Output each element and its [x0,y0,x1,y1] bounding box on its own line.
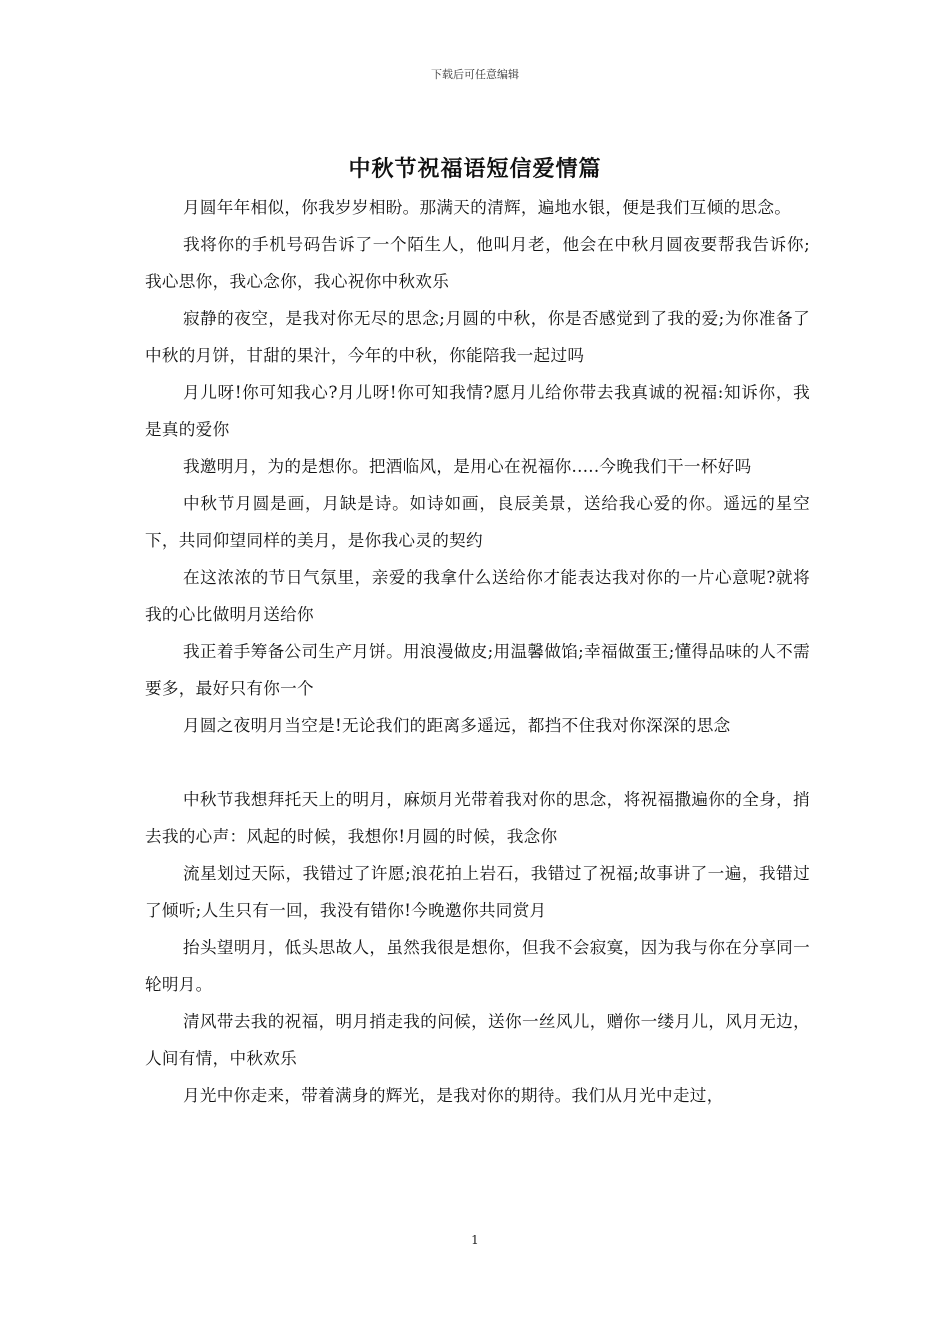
paragraph-14: 月光中你走来，带着满身的辉光，是我对你的期待。我们从月光中走过， [183,1086,724,1105]
paragraph-3: 寂静的夜空，是我对你无尽的思念;月圆的中秋，你是否感觉到了我的爱;为你准备了中秋的月饼，甘甜的果汁，今年的中秋，你能陪我一起过吗 [145,309,810,365]
paragraph-1: 月圆年年相似，你我岁岁相盼。那满天的清辉，遍地水银，便是我们互倾的思念。 [183,198,792,217]
document-title: 中秋节祝福语短信爱情篇 [348,157,602,182]
paragraph-5: 我邀明月，为的是想你。把酒临风，是用心在祝福你.....今晚我们干一杯好吗 [183,457,752,476]
paragraph-2: 我将你的手机号码告诉了一个陌生人，他叫月老，他会在中秋月圆夜要帮我告诉你;我心思你，我心念你，我心祝你中秋欢乐 [145,235,810,291]
paragraph-7: 在这浓浓的节日气氛里，亲爱的我拿什么送给你才能表达我对你的一片心意呢?就将我的心比做明月送给你 [145,568,810,624]
paragraph-11: 流星划过天际，我错过了许愿;浪花拍上岩石，我错过了祝福;故事讲了一遍，我错过了倾听;人生只有一回，我没有错你!今晚邀你共同赏月 [145,864,810,920]
page-header: 下载后可任意编辑 [431,68,519,81]
document-body [145,189,810,1114]
page-number: 1 [471,1233,479,1247]
paragraph-13: 清风带去我的祝福，明月捎走我的问候，送你一丝风儿，赠你一缕月儿，风月无边，人间有情，中秋欢乐 [145,1012,810,1068]
paragraph-12: 抬头望明月，低头思故人，虽然我很是想你，但我不会寂寞，因为我与你在分享同一轮明月。 [145,938,810,994]
paragraph-10: 中秋节我想拜托天上的明月，麻烦月光带着我对你的思念，将祝福撒遍你的全身，捎去我的心声：风起的时候，我想你!月圆的时候，我念你 [145,790,810,846]
blank-line [145,744,810,781]
paragraph-6: 中秋节月圆是画，月缺是诗。如诗如画，良辰美景，送给我心爱的你。遥远的星空下，共同仰望同样的美月，是你我心灵的契约 [145,494,810,550]
paragraph-9: 月圆之夜明月当空是!无论我们的距离多遥远，都挡不住我对你深深的思念 [183,716,731,735]
paragraph-8: 我正着手筹备公司生产月饼。用浪漫做皮;用温馨做馅;幸福做蛋王;懂得品味的人不需要多，最好只有你一个 [145,642,810,698]
paragraph-4: 月儿呀!你可知我心?月儿呀!你可知我情?愿月儿给你带去我真诚的祝福:知诉你，我是真的爱你 [145,383,810,439]
